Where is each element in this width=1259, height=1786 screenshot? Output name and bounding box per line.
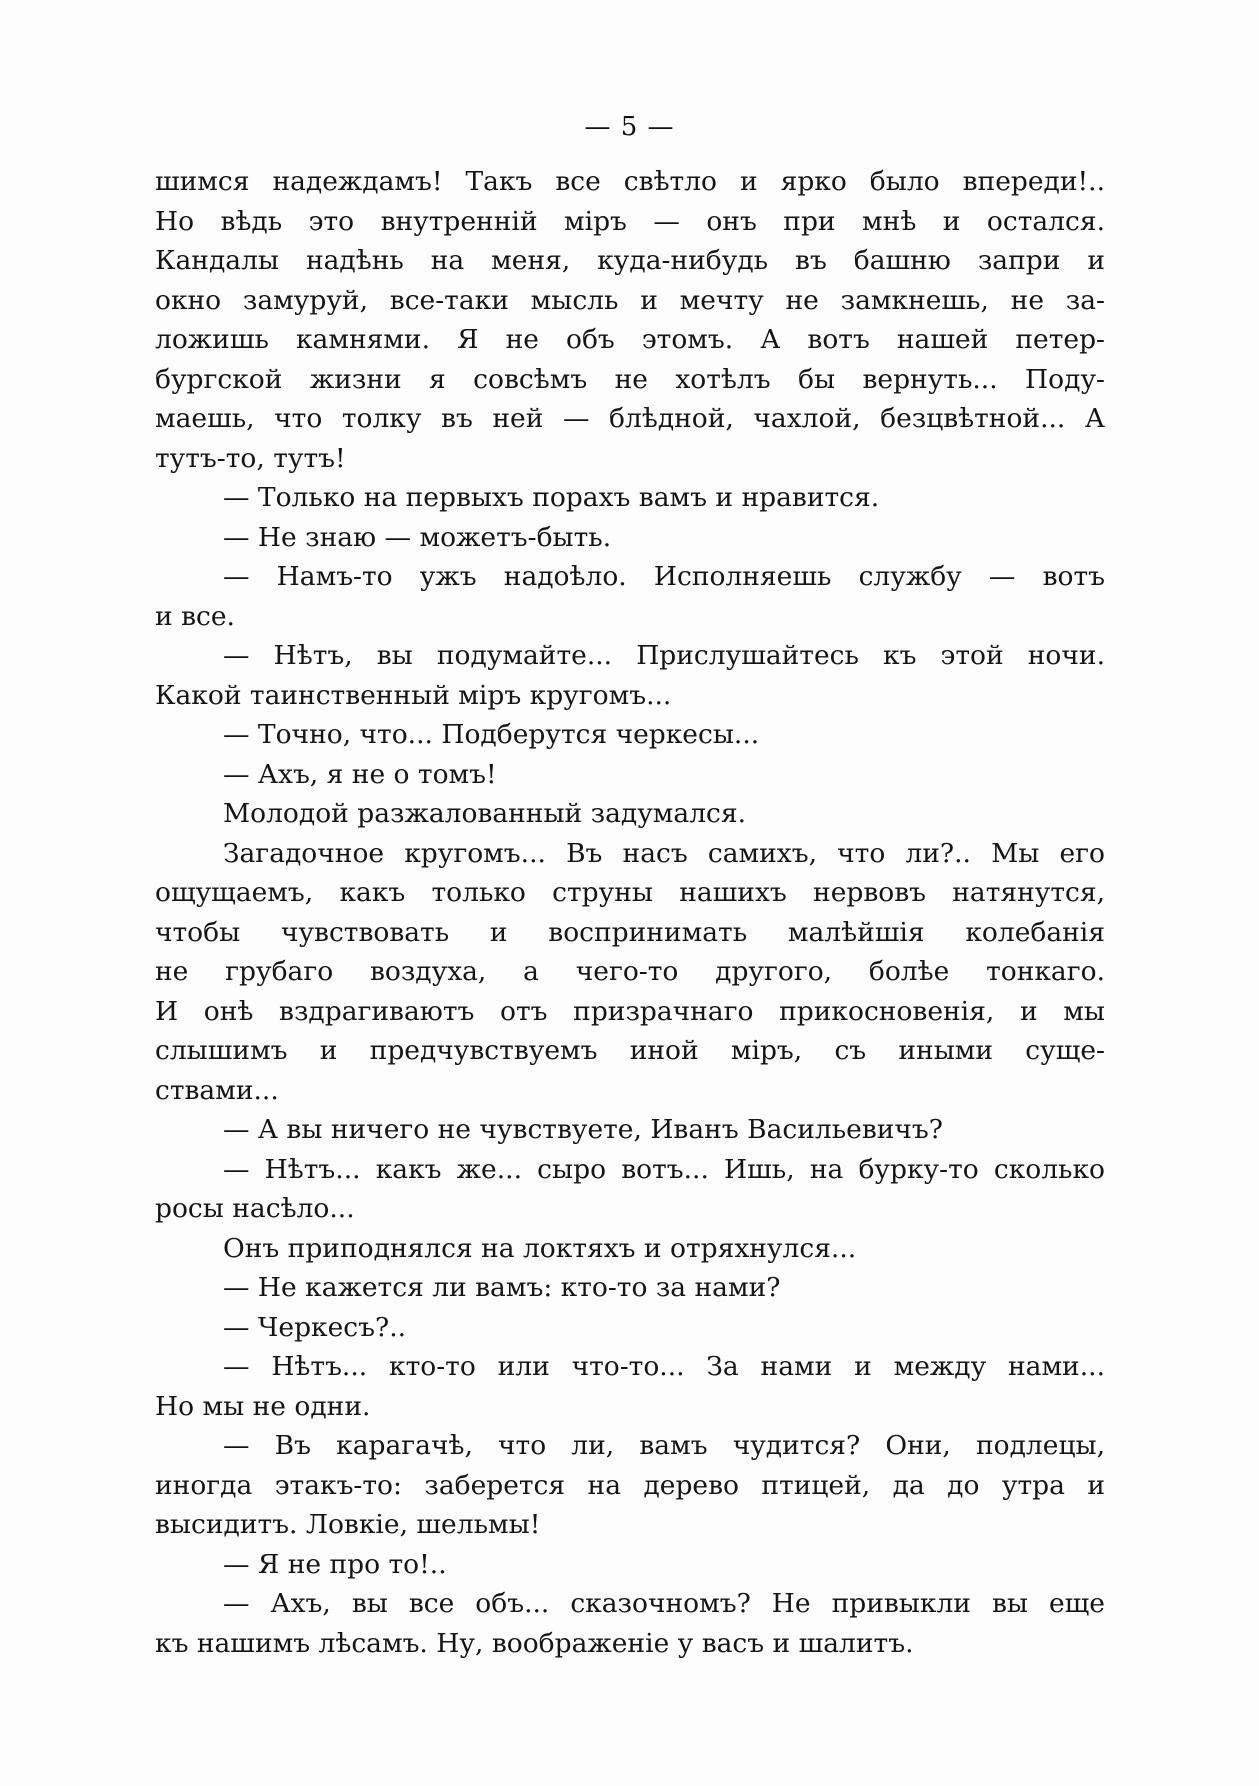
text-line: высидитъ. Ловкіе, шельмы! bbox=[155, 1509, 541, 1540]
dialogue-line: — Только на первыхъ порахъ вамъ и нравится. bbox=[223, 482, 880, 513]
dialogue-line: — Точно, что... Подберутся черкесы... bbox=[223, 719, 760, 750]
paragraph-line: Загадочное кругомъ... Въ насъ самихъ, что ли?.. Мы его bbox=[223, 837, 1105, 869]
text-line: Но вѣдь это внутренній міръ — онъ при мнѣ и остался. bbox=[155, 205, 1105, 237]
text-line: къ нашимъ лѣсамъ. Ну, воображеніе у васъ и шалитъ. bbox=[155, 1627, 914, 1659]
dialogue-line: — Нѣтъ... какъ же... сыро вотъ... Ишь, на бурку-то сколько bbox=[223, 1153, 1105, 1185]
paragraph-line: Молодой разжалованный задумался. bbox=[223, 798, 747, 829]
text-line: слышимъ и предчувствуемъ иной міръ, съ иными суще- bbox=[155, 1035, 1105, 1066]
text-line: Кандалы надѣнь на меня, куда-нибудь въ башню запри и bbox=[155, 245, 1105, 276]
text-line: росы насѣло... bbox=[155, 1193, 355, 1224]
dialogue-line: — Нѣтъ... кто-то или что-то... За нами и между нами... bbox=[223, 1351, 1105, 1382]
dialogue-line: — А вы ничего не чувствуете, Иванъ Васильевичъ? bbox=[223, 1114, 943, 1145]
dialogue-line: — Намъ-то ужъ надоѣло. Исполняешь службу — вотъ bbox=[223, 561, 1105, 592]
text-line: окно замуруй, все-таки мысль и мечту не замкнешь, не за- bbox=[155, 284, 1105, 316]
text-line: Но мы не одни. bbox=[155, 1390, 371, 1422]
dialogue-line: — Черкесъ?.. bbox=[223, 1311, 407, 1343]
text-line: шимся надеждамъ! Такъ все свѣтло и ярко было впереди!.. bbox=[155, 166, 1105, 197]
text-line: ствами... bbox=[155, 1074, 279, 1106]
dialogue-line: — Ахъ, вы все объ... сказочномъ? Не привыкли вы еще bbox=[223, 1588, 1105, 1619]
text-line: ложишь камнями. Я не объ этомъ. А вотъ нашей петер- bbox=[155, 324, 1105, 355]
dialogue-line: — Я не про то!.. bbox=[223, 1548, 447, 1580]
text-line: тутъ-то, тутъ! bbox=[155, 442, 346, 474]
page-text bbox=[155, 162, 1105, 1663]
text-line: иногда этакъ-то: заберется на дерево птицей, да до утра и bbox=[155, 1469, 1105, 1501]
dialogue-line: — Не кажется ли вамъ: кто-то за нами? bbox=[223, 1272, 781, 1303]
paragraph-line: Онъ приподнялся на локтяхъ и отряхнулся... bbox=[223, 1232, 857, 1264]
dialogue-line: — Не знаю — можетъ-быть. bbox=[223, 521, 612, 553]
page-number: — 5 — bbox=[584, 112, 675, 142]
text-line: бургской жизни я совсѣмъ не хотѣлъ бы вернуть... Поду- bbox=[155, 363, 1105, 395]
dialogue-line: — Въ карагачѣ, что ли, вамъ чудится? Они, подлецы, bbox=[223, 1430, 1105, 1461]
text-line: И онѣ вздрагиваютъ отъ призрачнаго прикосновенія, и мы bbox=[155, 995, 1105, 1027]
text-line: маешь, что толку въ ней — блѣдной, чахлой, безцвѣтной... А bbox=[155, 403, 1105, 434]
dialogue-line: — Нѣтъ, вы подумайте... Прислушайтесь къ этой ночи. bbox=[223, 640, 1105, 671]
text-line: ощущаемъ, какъ только струны нашихъ нервовъ натянутся, bbox=[155, 877, 1105, 908]
text-line: и все. bbox=[155, 600, 235, 632]
text-line: чтобы чувствовать и воспринимать малѣйшія колебанія bbox=[155, 916, 1105, 948]
text-line: Какой таинственный міръ кругомъ... bbox=[155, 679, 672, 711]
dialogue-line: — Ахъ, я не о томъ! bbox=[223, 758, 497, 790]
text-line: не грубаго воздуха, а чего-то другого, болѣе тонкаго. bbox=[155, 956, 1105, 987]
